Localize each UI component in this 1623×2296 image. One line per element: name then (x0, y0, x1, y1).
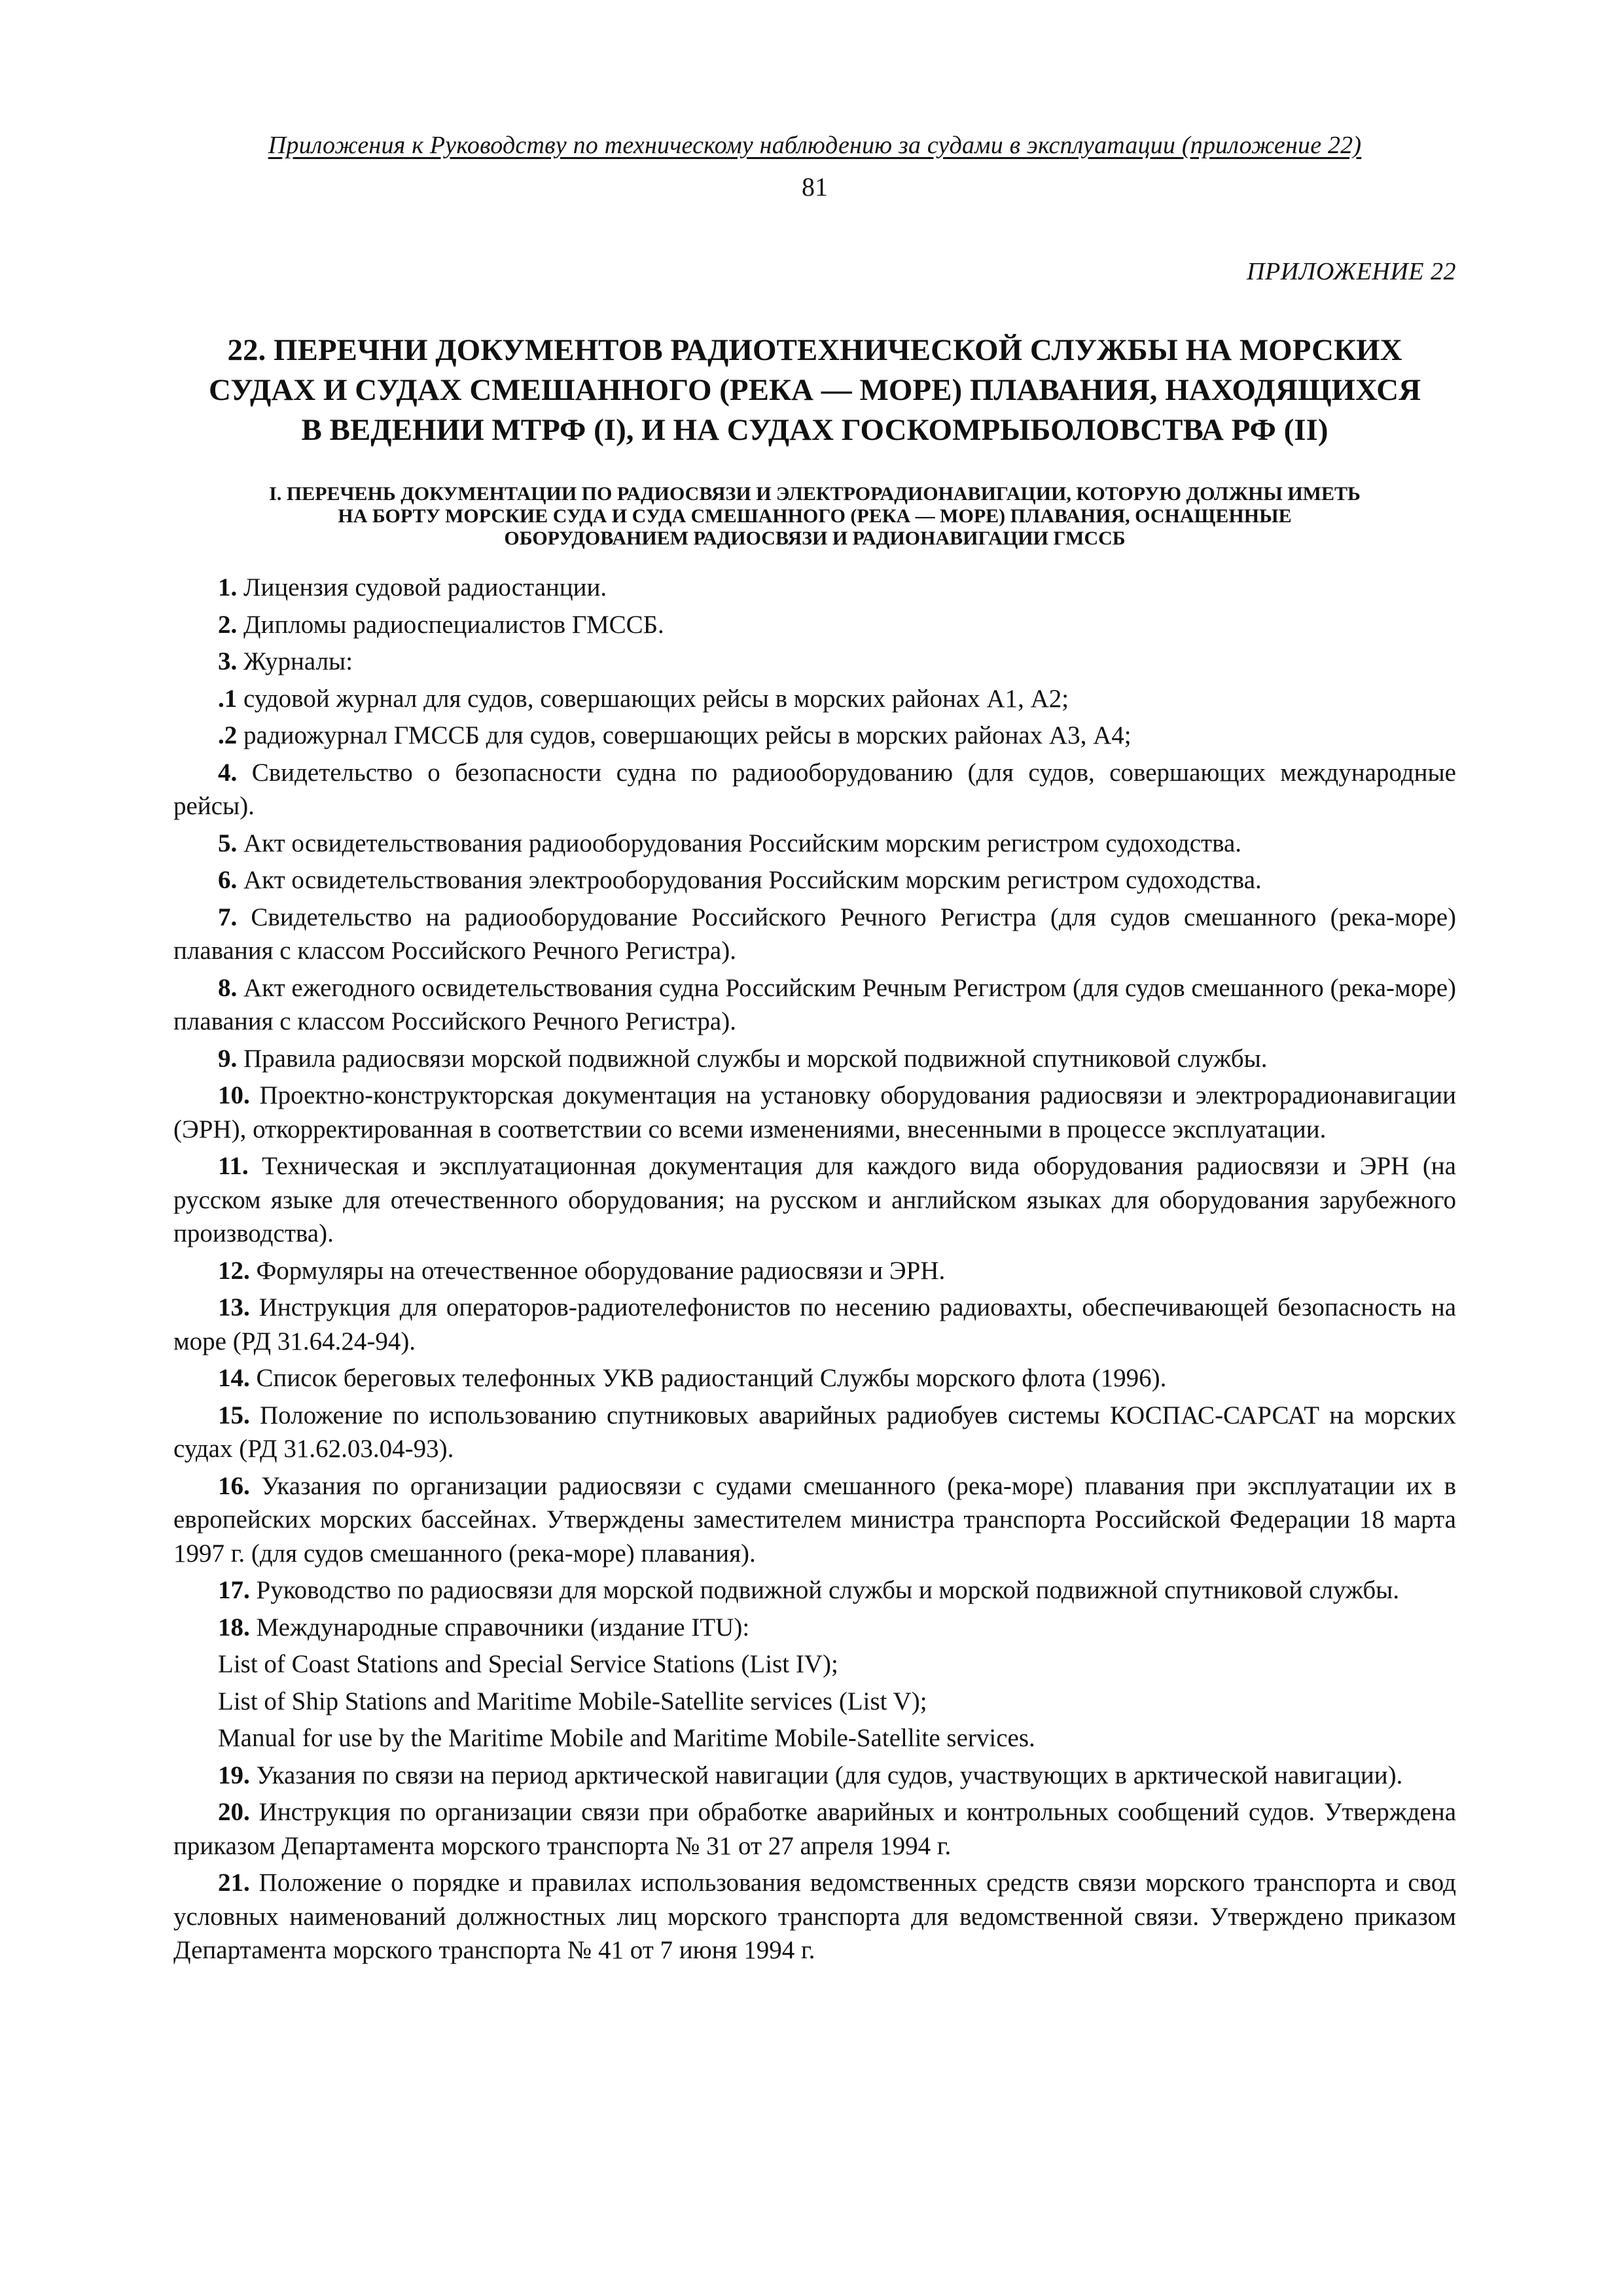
item-text: Акт освидетельствования радиооборудования Российским морским регистром судоходства. (237, 829, 1242, 857)
item-number: 10. (218, 1081, 250, 1109)
item-text: Список береговых телефонных УКВ радиостанций Службы морского флота (1996). (249, 1364, 1167, 1392)
running-header: Приложения к Руководству по техническому наблюдению за судами в эксплуатации (приложение 22) (268, 132, 1362, 159)
list-subitem (173, 682, 1456, 716)
list-item (173, 971, 1456, 1039)
list-item (173, 863, 1456, 897)
list-item (173, 608, 1456, 642)
item-text: Инструкция для операторов-радиотелефонистов по несению радиовахты, обеспечивающей безопасность на море (РД 31.64.24-94). (173, 1293, 1456, 1355)
list-item (173, 1399, 1456, 1466)
list-item (173, 1254, 1456, 1288)
item-number: 21. (218, 1869, 250, 1897)
item-number: 12. (218, 1256, 250, 1285)
item-text: Свидетельство о безопасности судна по радиооборудованию (для судов, совершающих международные рейсы). (173, 758, 1456, 820)
list-item (173, 645, 1456, 679)
item-text: Лицензия судовой радиостанции. (237, 573, 607, 601)
document-page (173, 131, 1456, 1971)
list-item (173, 756, 1456, 823)
item-text: Руководство по радиосвязи для морской подвижной службы и морской подвижной спутниковой службы. (249, 1576, 1400, 1604)
appendix-label: ПРИЛОЖЕНИЕ 22 (1247, 258, 1456, 285)
item-number: 7. (218, 903, 238, 931)
list-item (173, 1361, 1456, 1395)
list-item (173, 1573, 1456, 1607)
item-text: радиожурнал ГМССБ для судов, совершающих рейсы в морских районах А3, А4; (237, 721, 1132, 749)
document-list (173, 571, 1456, 1967)
section-title-line: ОБОРУДОВАНИЕМ РАДИОСВЯЗИ И РАДИОНАВИГАЦИИ ГМССБ (504, 528, 1126, 549)
main-title-line: 22. ПЕРЕЧНИ ДОКУМЕНТОВ РАДИОТЕХНИЧЕСКОЙ СЛУЖБЫ НА МОРСКИХ (227, 333, 1402, 367)
section-title-line: НА БОРТУ МОРСКИЕ СУДА И СУДА СМЕШАННОГО (РЕКА — МОРЕ) ПЛАВАНИЯ, ОСНАЩЕННЫЕ (338, 505, 1292, 527)
item-number: 1. (218, 573, 238, 601)
item-number: .1 (218, 684, 238, 713)
item-number: .2 (218, 721, 238, 749)
item-number: 13. (218, 1293, 250, 1321)
reference-entry (173, 1685, 1456, 1719)
item-number: 2. (218, 610, 238, 639)
main-title-line: СУДАХ И СУДАХ СМЕШАННОГО (РЕКА — МОРЕ) ПЛАВАНИЯ, НАХОДЯЩИХСЯ (208, 373, 1421, 407)
list-item (173, 1795, 1456, 1863)
list-item (173, 571, 1456, 605)
item-number: 20. (218, 1798, 250, 1826)
item-text: List of Coast Stations and Special Service Stations (List IV); (218, 1650, 838, 1678)
item-text: Manual for use by the Maritime Mobile and Maritime Mobile-Satellite services. (218, 1724, 1035, 1752)
list-item (173, 1759, 1456, 1793)
list-item (173, 1866, 1456, 1967)
item-number: 3. (218, 647, 238, 675)
item-number: 18. (218, 1613, 250, 1641)
item-text: Инструкция по организации связи при обработке аварийных и контрольных сообщений судов. Утверждена приказом Департамента морского транспорта № 31 от 27 апреля 1994 г. (173, 1798, 1456, 1860)
list-item (173, 827, 1456, 861)
item-number: 9. (218, 1044, 238, 1073)
item-text: Формуляры на отечественное оборудование радиосвязи и ЭРН. (249, 1256, 946, 1285)
reference-entry (173, 1721, 1456, 1755)
list-item (173, 1291, 1456, 1358)
list-item (173, 1042, 1456, 1076)
item-number: 8. (218, 973, 238, 1002)
item-text: Свидетельство на радиооборудование Российского Речного Регистра (для судов смешанного (река-море) плавания с классом Российского Речного Регистра). (173, 903, 1456, 965)
item-text: Указания по организации радиосвязи с судами смешанного (река-море) плавания при эксплуатации их в европейских морских бассейнах. Утверждены заместителем министра транспорта Российской Федерации 18 марта 1997 г. (для судов смешанного (река-море) плавания). (173, 1471, 1456, 1568)
item-number: 6. (218, 866, 238, 894)
list-item (173, 1079, 1456, 1146)
section-title-line: I. ПЕРЕЧЕНЬ ДОКУМЕНТАЦИИ ПО РАДИОСВЯЗИ И ЭЛЕКТРОРАДИОНАВИГАЦИИ, КОТОРУЮ ДОЛЖНЫ ИМЕТЬ (269, 483, 1361, 505)
main-title (173, 331, 1456, 450)
main-title-line: В ВЕДЕНИИ МТРФ (I), И НА СУДАХ ГОСКОМРЫБОЛОВСТВА РФ (II) (301, 413, 1329, 447)
list-item (173, 1149, 1456, 1251)
item-text: Акт освидетельствования электрооборудования Российским морским регистром судоходства. (237, 866, 1262, 894)
list-item (173, 901, 1456, 968)
item-text: Положение по использованию спутниковых аварийных радиобуев системы КОСПАС-САРСАТ на морских судах (РД 31.62.03.04-93). (173, 1401, 1456, 1463)
item-text: Указания по связи на период арктической навигации (для судов, участвующих в арктической навигации). (249, 1761, 1403, 1789)
item-number: 5. (218, 829, 238, 857)
item-text: Положение о порядке и правилах использования ведомственных средств связи морского транспорта и свод условных наименований должностных лиц морского транспорта для ведомственной связи. Утверждено приказом Департамента морского транспорта № 41 от 7 июня 1994 г. (173, 1869, 1456, 1964)
item-number: 14. (218, 1364, 250, 1392)
item-text: судовой журнал для судов, совершающих рейсы в морских районах А1, А2; (237, 684, 1069, 713)
item-text: Техническая и эксплуатационная документация для каждого вида оборудования радиосвязи и ЭРН (на русском языке для отечественного оборудования; на русском и английском языках для оборудования зарубежного производства). (173, 1152, 1456, 1247)
item-text: Акт ежегодного освидетельствования судна Российским Речным Регистром (для судов смешанного (река-море) плавания с классом Российского Речного Регистра). (173, 973, 1456, 1035)
reference-entry (173, 1647, 1456, 1681)
item-number: 17. (218, 1576, 250, 1604)
item-number: 15. (218, 1401, 250, 1429)
item-text: Международные справочники (издание ITU): (249, 1613, 750, 1641)
item-text: List of Ship Stations and Maritime Mobile-Satellite services (List V); (218, 1687, 927, 1715)
list-subitem (173, 719, 1456, 753)
item-text: Правила радиосвязи морской подвижной службы и морской подвижной спутниковой службы. (237, 1044, 1268, 1073)
item-text: Проектно-конструкторская документация на установку оборудования радиосвязи и электрорадионавигации (ЭРН), откорректированная в соответствии со всеми изменениями, внесенными в процессе эксплуатации. (173, 1081, 1456, 1143)
item-number: 16. (218, 1471, 250, 1500)
page-number: 81 (802, 172, 828, 202)
item-number: 11. (218, 1152, 249, 1180)
section-title (173, 483, 1456, 550)
list-item (173, 1469, 1456, 1571)
item-text: Дипломы радиоспециалистов ГМССБ. (237, 610, 664, 639)
list-item (173, 1611, 1456, 1645)
item-text: Журналы: (237, 647, 353, 675)
item-number: 4. (218, 758, 238, 787)
item-number: 19. (218, 1761, 250, 1789)
